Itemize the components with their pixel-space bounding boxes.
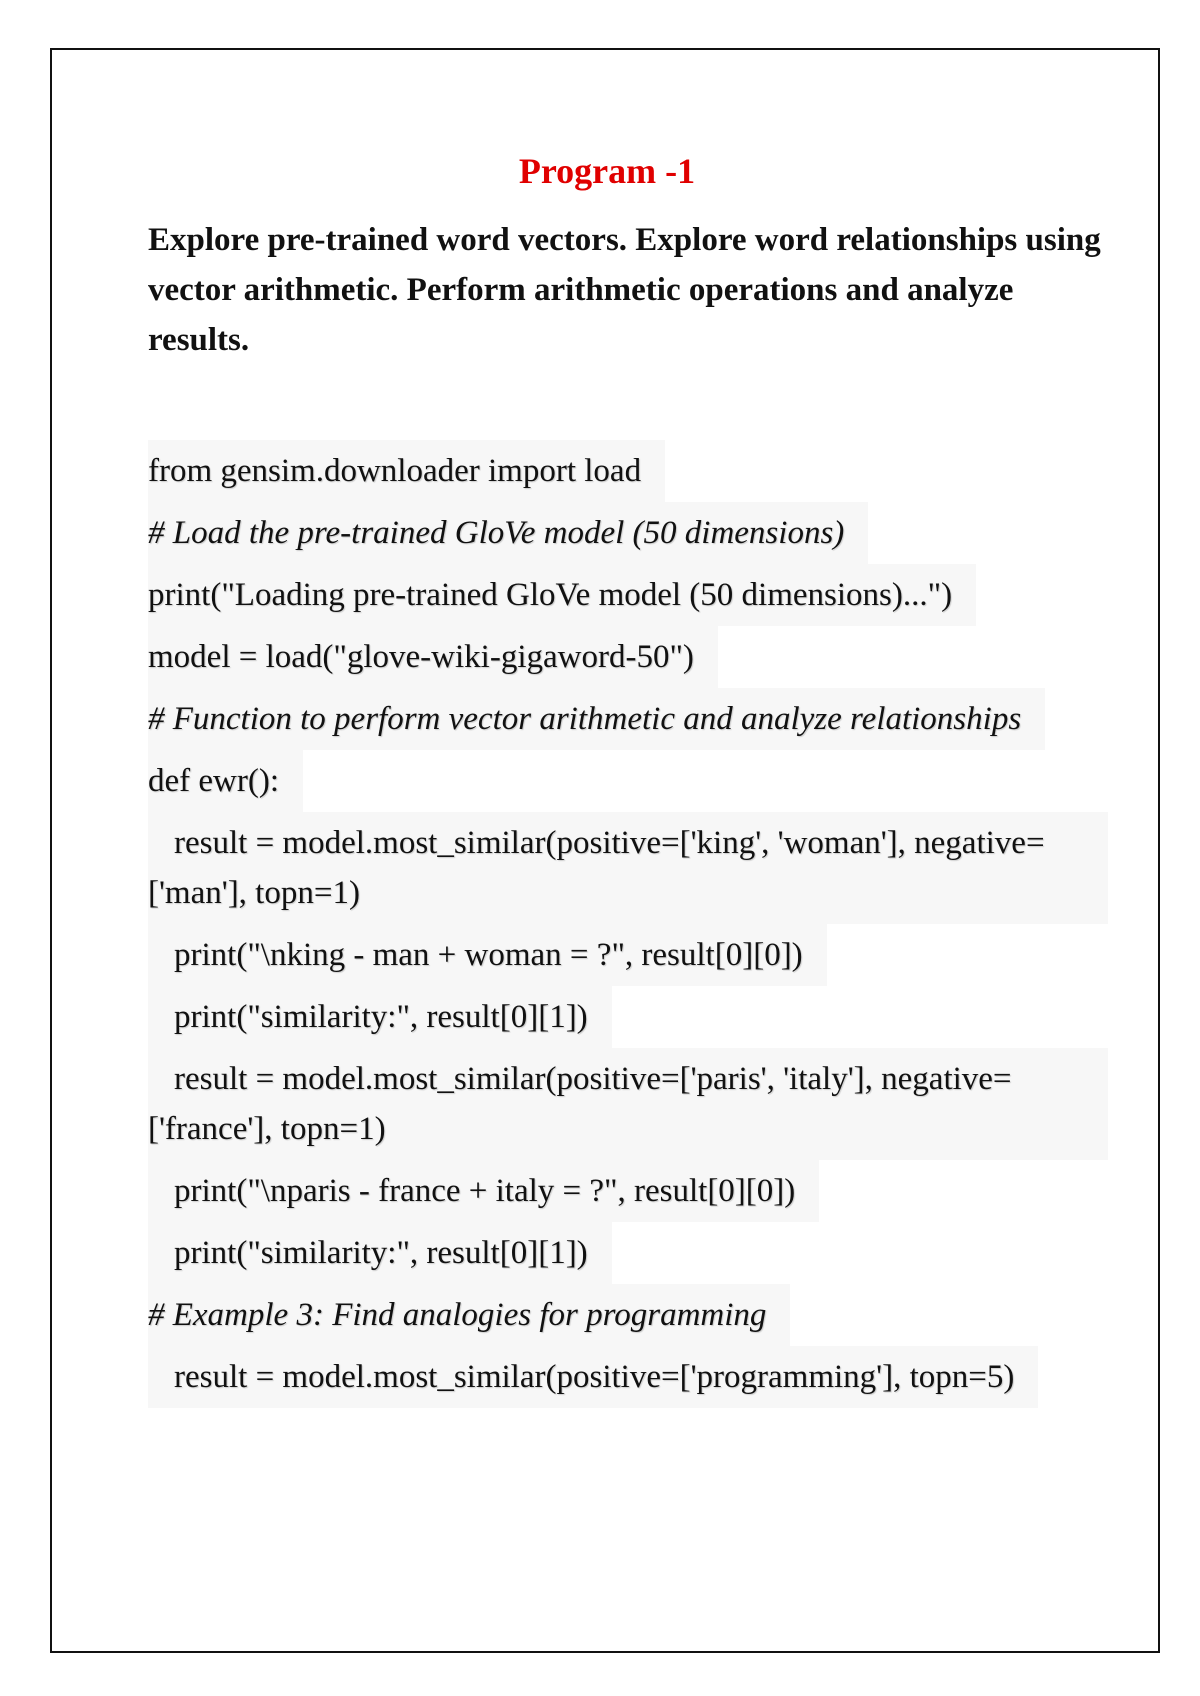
code-line: from gensim.downloader import load xyxy=(148,440,665,502)
code-line: result = model.most_similar(positive=['paris', 'italy'], negative=['france'], topn=1) xyxy=(148,1048,1108,1160)
code-line: print("similarity:", result[0][1]) xyxy=(148,986,612,1048)
code-line: print("similarity:", result[0][1]) xyxy=(148,1222,612,1284)
code-block xyxy=(148,440,1108,1408)
code-line: print("\nparis - france + italy = ?", result[0][0]) xyxy=(148,1160,819,1222)
code-comment-line: # Example 3: Find analogies for programming xyxy=(148,1284,790,1346)
program-title: Program -1 xyxy=(518,151,696,191)
code-line: print("\nking - man + woman = ?", result[0][0]) xyxy=(148,924,827,986)
page-frame xyxy=(50,48,1160,1653)
code-comment-line: # Function to perform vector arithmetic and analyze relationships xyxy=(148,688,1045,750)
code-line: print("Loading pre-trained GloVe model (50 dimensions)...") xyxy=(148,564,976,626)
code-line: model = load("glove-wiki-gigaword-50") xyxy=(148,626,718,688)
code-comment-line: # Load the pre-trained GloVe model (50 dimensions) xyxy=(148,502,868,564)
task-description: Explore pre-trained word vectors. Explore word relationships using vector arithmetic. Perform arithmetic operations and analyze results. xyxy=(148,222,1101,358)
code-line: result = model.most_similar(positive=['king', 'woman'], negative=['man'], topn=1) xyxy=(148,812,1108,924)
code-line: result = model.most_similar(positive=['programming'], topn=5) xyxy=(148,1346,1038,1408)
code-line: def ewr(): xyxy=(148,750,303,812)
